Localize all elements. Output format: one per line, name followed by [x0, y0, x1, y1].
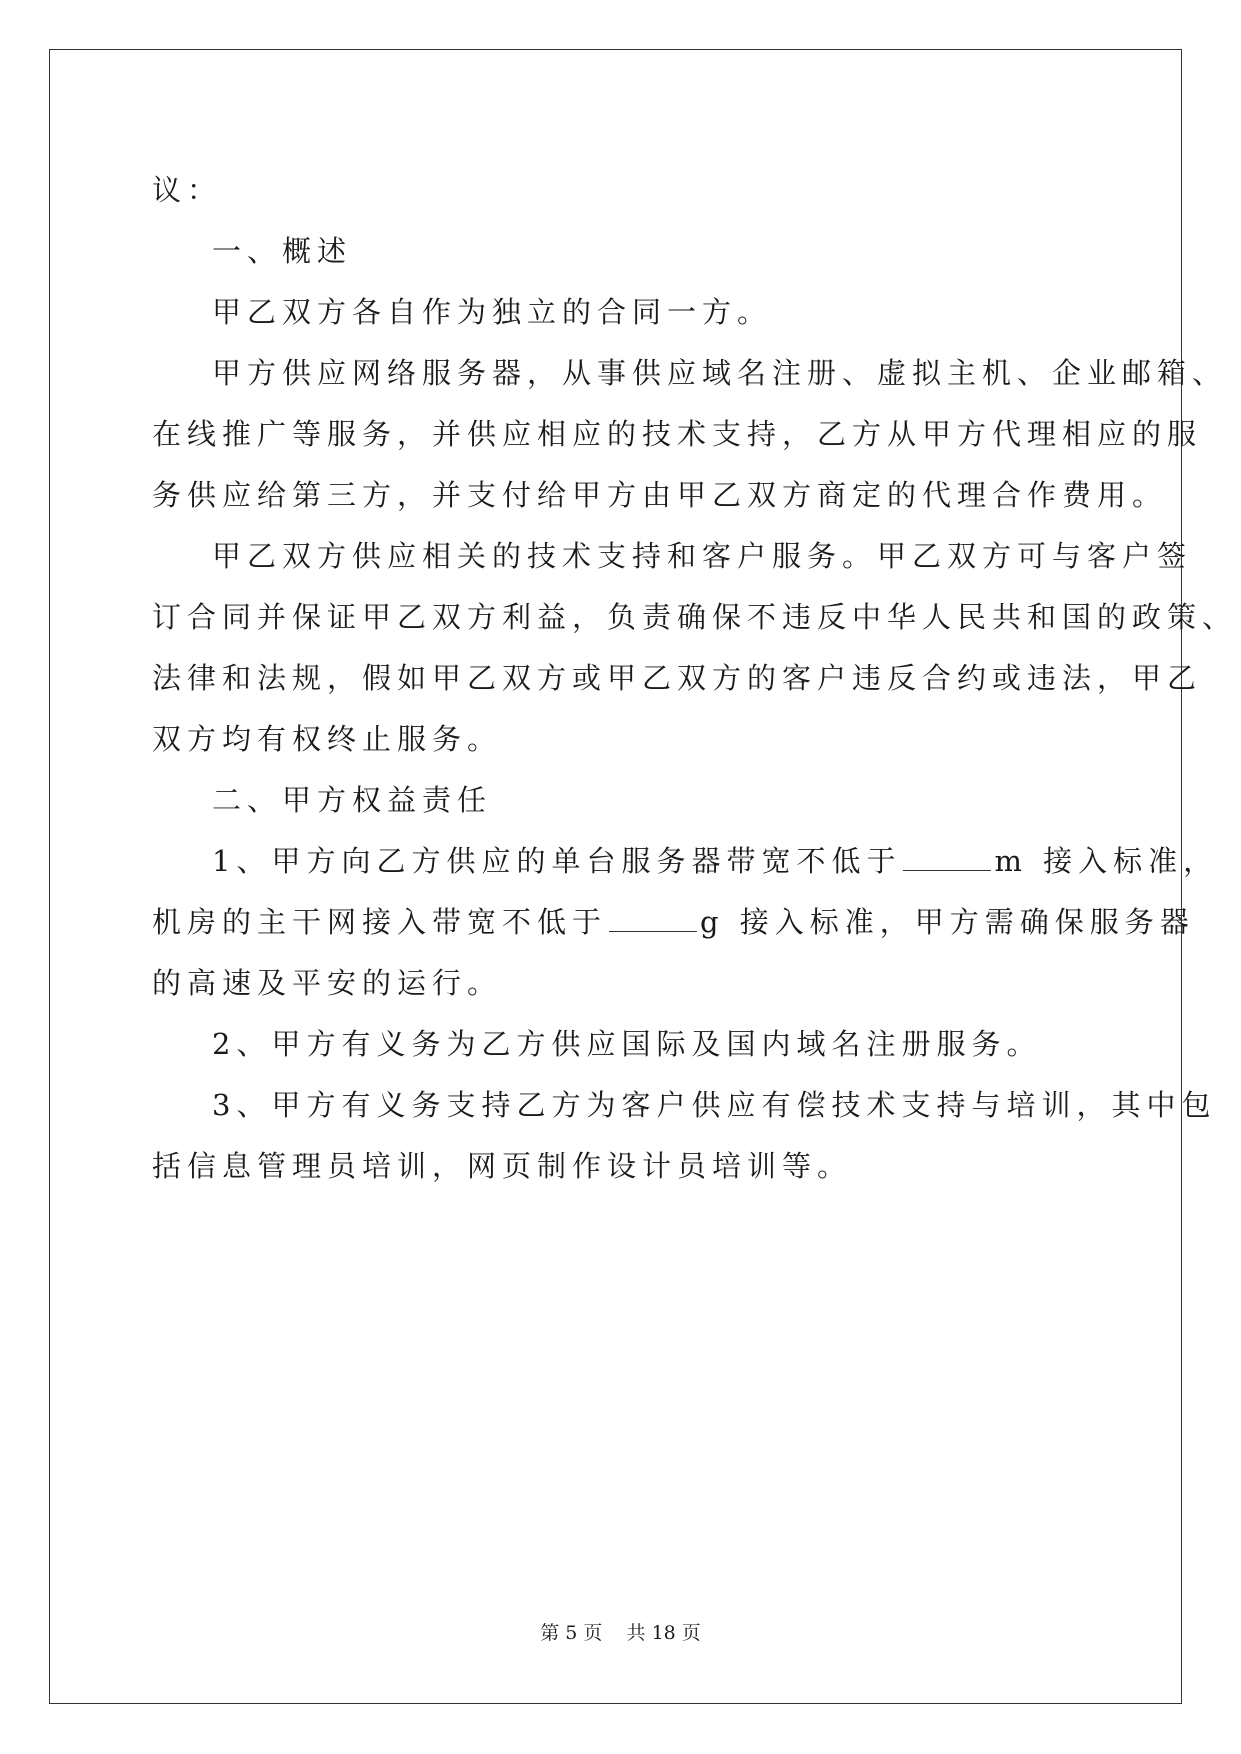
text-line: 的高速及平安的运行。: [152, 966, 503, 1000]
text-line: 订合同并保证甲乙双方利益，负责确保不违反中华人民共和国的政策、: [152, 600, 1238, 634]
text-line: 双方均有权终止服务。: [152, 722, 503, 756]
text-line: 甲方供应网络服务器，从事供应域名注册、虚拟主机、企业邮箱、: [212, 356, 1228, 390]
text-line-with-blank: [152, 892, 1195, 953]
text-line: 甲乙双方各自作为独立的合同一方。: [212, 295, 773, 329]
page-footer: 第 5 页 共 18 页: [540, 1622, 701, 1644]
text-line: 甲乙双方供应相关的技术支持和客户服务。甲乙双方可与客户签: [212, 539, 1193, 573]
section-heading: 一、概述: [212, 234, 353, 268]
text-line: 法律和法规，假如甲乙双方或甲乙双方的客户违反合约或违法，甲乙: [152, 661, 1203, 695]
fill-in-blank: [609, 907, 697, 932]
text-line: 在线推广等服务，并供应相应的技术支持，乙方从甲方代理相应的服: [152, 417, 1203, 451]
text-line: 3、甲方有义务支持乙方为客户供应有偿技术支持与培训，其中包: [212, 1088, 1217, 1122]
text-line: 括信息管理员培训，网页制作设计员培训等。: [152, 1149, 853, 1183]
fill-in-blank: [903, 846, 991, 871]
text-line-with-blank: [152, 831, 1219, 892]
text-segment: 1、甲方向乙方供应的单台服务器带宽不低于: [212, 844, 902, 878]
text-line: 2、甲方有义务为乙方供应国际及国内域名注册服务。: [212, 1027, 1042, 1061]
text-segment: m 接入标准，: [994, 844, 1219, 878]
section-heading: 二、甲方权益责任: [212, 783, 493, 817]
document-body: [152, 160, 1238, 1197]
text-segment: g 接入标准，甲方需确保服务器: [700, 905, 1195, 939]
text-line: 务供应给第三方，并支付给甲方由甲乙双方商定的代理合作费用。: [152, 478, 1168, 512]
text-segment: 机房的主干网接入带宽不低于: [152, 905, 608, 939]
text-line: 议：: [152, 173, 223, 207]
